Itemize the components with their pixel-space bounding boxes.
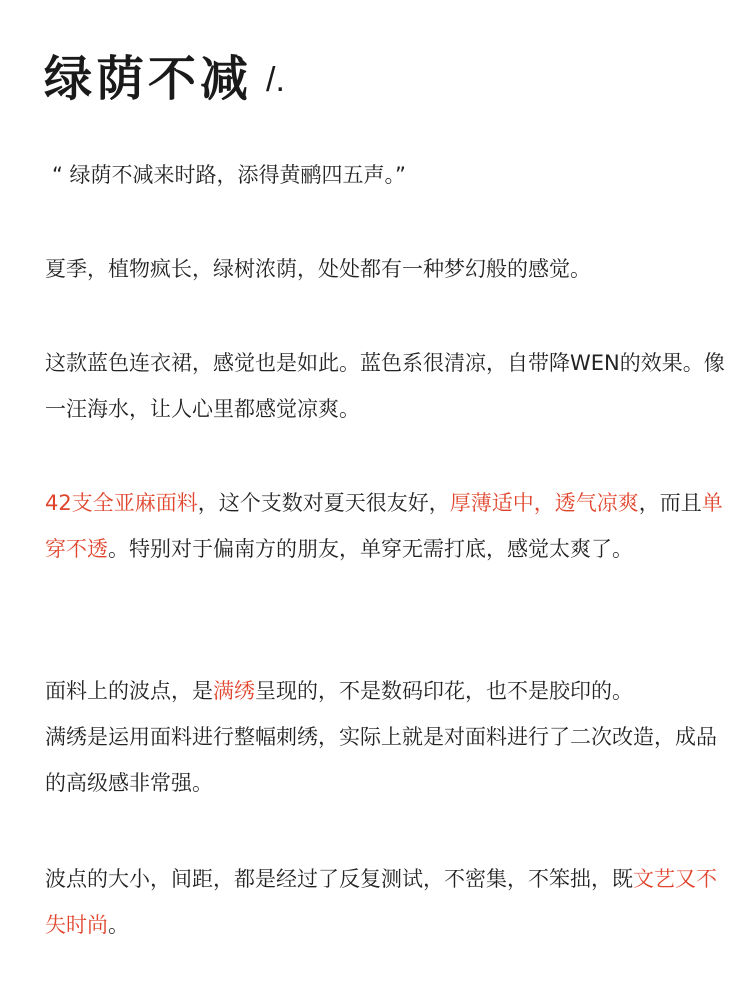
highlight-not-see-through: 单穿不透: [45, 491, 723, 561]
highlight-fabric: 42支全亚麻面料: [45, 491, 198, 515]
paragraph-fabric: [45, 480, 725, 572]
paragraph-dot-design-text-2: 。: [108, 913, 129, 937]
paragraph-dots: [45, 668, 725, 714]
paragraph-fabric-text-2: ，而且: [638, 491, 702, 515]
paragraph-dot-design: [45, 856, 725, 948]
paragraph-fabric-text-3: 。特别对于偏南方的朋友，单穿无需打底，感觉太爽了。: [108, 537, 633, 561]
paragraph-dots-text-2: 呈现的，不是数码印花，也不是胶印的。: [255, 679, 633, 703]
paragraph-dots-text-1: 面料上的波点，是: [45, 679, 213, 703]
highlight-embroidery: 满绣: [213, 679, 255, 703]
paragraph-blue-dress: 这款蓝色连衣裙，感觉也是如此。蓝色系很清凉，自带降WEN的效果。像一汪海水，让人心里都感觉凉爽。: [45, 351, 725, 421]
highlight-artsy-fashion: 文艺又不失时尚: [45, 867, 717, 937]
title-text: 绿荫不减: [44, 51, 253, 107]
paragraph-embroidery: 满绣是运用面料进行整幅刺绣，实际上就是对面料进行了二次改造，成品的高级感非常强。: [45, 725, 717, 795]
highlight-thickness: 厚薄适中，透气凉爽: [449, 491, 639, 515]
article-title: [44, 40, 285, 110]
quote-paragraph: “ 绿荫不减来时路，添得黄鹂四五声。”: [52, 163, 406, 187]
paragraph-fabric-text-1: ，这个支数对夏天很友好，: [197, 491, 450, 515]
title-mark: /.: [266, 61, 285, 99]
paragraph-dot-design-text-1: 波点的大小，间距，都是经过了反复测试，不密集，不笨拙，既: [45, 867, 633, 891]
paragraph-summer: 夏季，植物疯长，绿树浓荫，处处都有一种梦幻般的感觉。: [45, 257, 591, 281]
